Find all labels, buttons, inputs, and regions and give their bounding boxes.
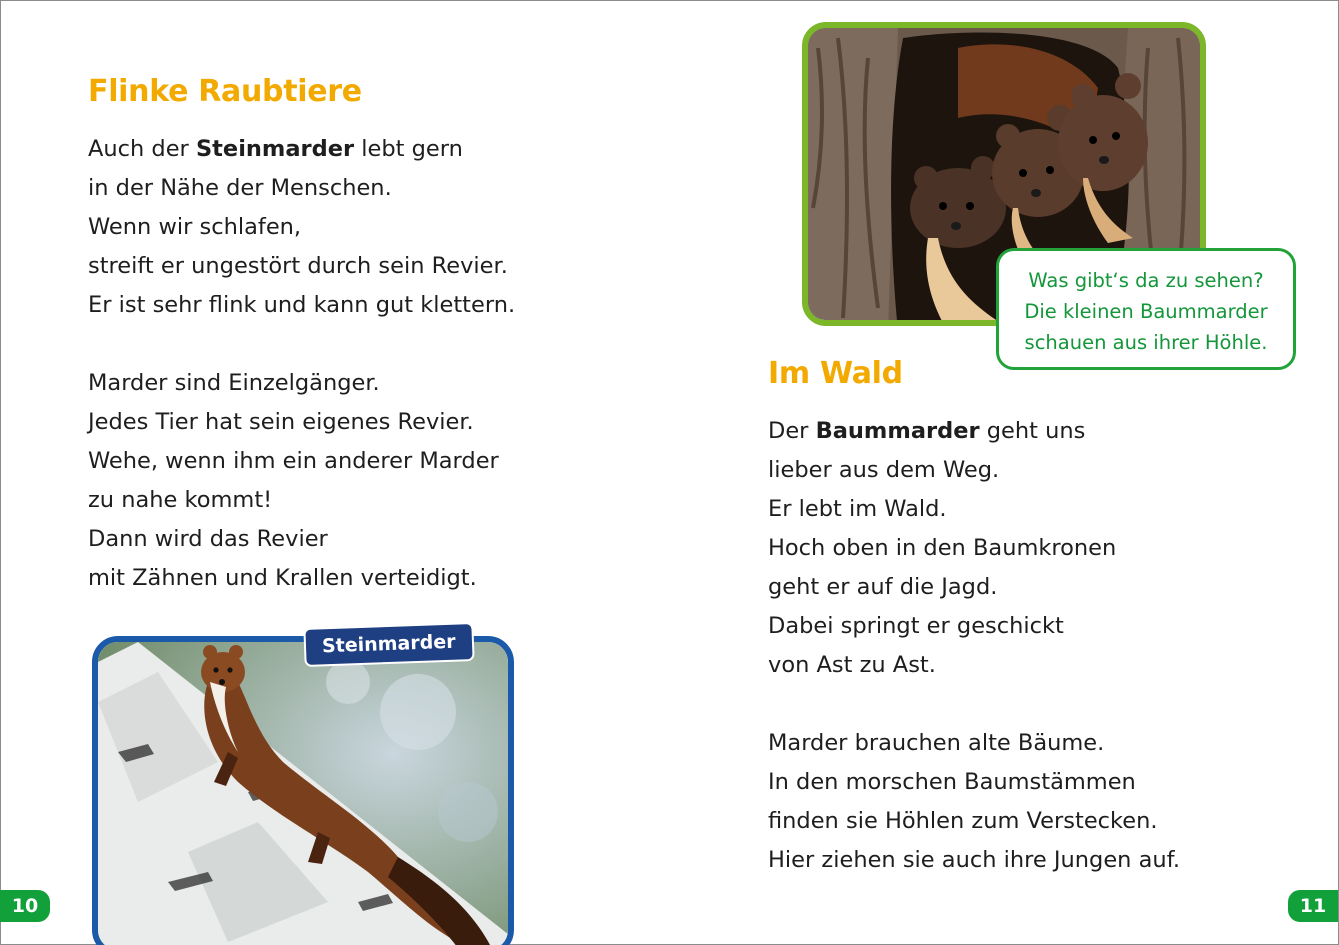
right-heading: Im Wald — [768, 356, 903, 391]
text-line: Wenn wir schlafen, — [88, 214, 302, 240]
left-heading: Flinke Raubtiere — [88, 74, 362, 109]
bubble-line: Die kleinen Baummarder — [1024, 300, 1268, 323]
text-line: Dabei springt er geschickt — [768, 613, 1064, 639]
text-line: in der Nähe der Menschen. — [88, 175, 392, 201]
text-line: Er ist sehr flink und kann gut klettern. — [88, 292, 516, 318]
text-line: von Ast zu Ast. — [768, 652, 936, 678]
text-line: finden sie Höhlen zum Verstecken. — [768, 808, 1158, 834]
bubble-line: schauen aus ihrer Höhle. — [1024, 331, 1268, 354]
text-line: Wehe, wenn ihm ein anderer Marder — [88, 448, 499, 474]
text-line — [768, 412, 1180, 451]
text-line: Hier ziehen sie auch ihre Jungen auf. — [768, 847, 1181, 873]
text-line — [88, 130, 515, 169]
text-line: In den morschen Baumstämmen — [768, 769, 1136, 795]
text-span: Auch der — [88, 136, 196, 162]
left-body-text — [88, 130, 515, 598]
text-line: geht er auf die Jagd. — [768, 574, 998, 600]
text-line: Jedes Tier hat sein eigenes Revier. — [88, 409, 474, 435]
text-line: Er lebt im Wald. — [768, 496, 947, 522]
text-line: streift er ungestört durch sein Revier. — [88, 253, 508, 279]
right-body-text — [768, 412, 1180, 880]
bubble-line: Was gibt‘s da zu sehen? — [1028, 269, 1264, 292]
text-line: Marder sind Einzelgänger. — [88, 370, 380, 396]
bold-term-steinmarder: Steinmarder — [195, 136, 355, 162]
text-span: geht uns — [979, 418, 1086, 444]
text-line: lieber aus dem Weg. — [768, 457, 1000, 483]
text-line: Marder brauchen alte Bäume. — [768, 730, 1105, 756]
steinmarder-label: Steinmarder — [303, 622, 474, 667]
speech-bubble — [996, 248, 1296, 370]
text-span: Der — [768, 418, 816, 444]
text-line: zu nahe kommt! — [88, 487, 273, 513]
text-line: mit Zähnen und Krallen verteidigt. — [88, 565, 477, 591]
text-line: Hoch oben in den Baumkronen — [768, 535, 1117, 561]
page-number-right: 11 — [1288, 890, 1338, 922]
stone-marten-illustration — [98, 642, 514, 945]
text-line: Dann wird das Revier — [88, 526, 328, 552]
bold-term-baummarder: Baummarder — [815, 418, 980, 444]
stone-marten-photo — [92, 636, 514, 945]
text-span: lebt gern — [354, 136, 463, 162]
page-number-left: 10 — [0, 890, 50, 922]
